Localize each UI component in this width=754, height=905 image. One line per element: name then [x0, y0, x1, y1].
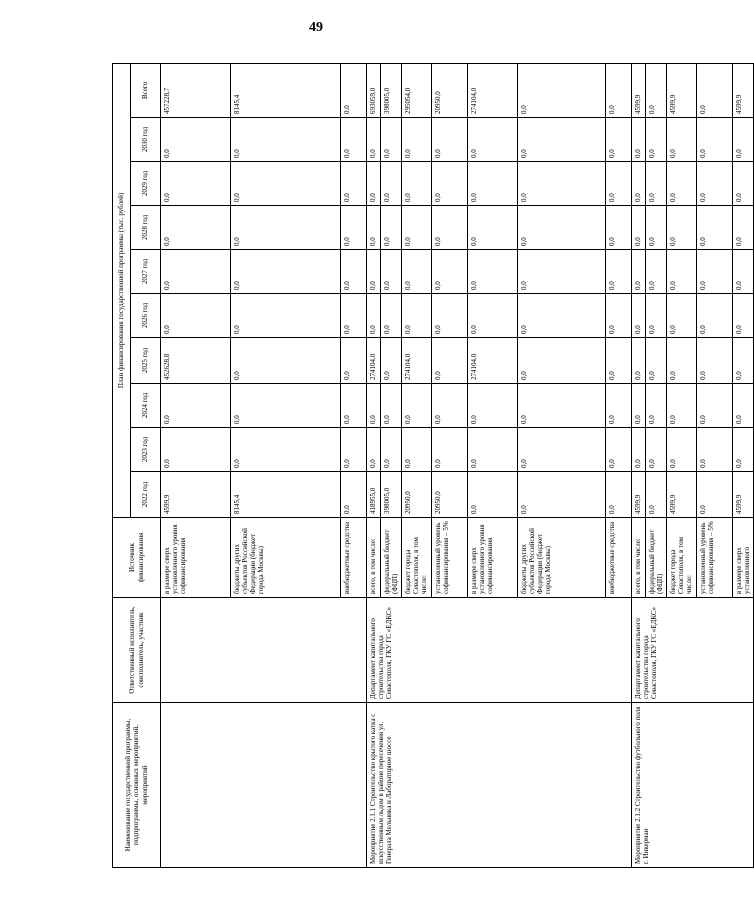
executor-cell: Департамент капитального строительства города Севастополя, ГКУ ГС «ЕДКС»	[632, 598, 754, 703]
executor-cell: Департамент капитального строительства города Севастополя, ГКУ ГС «ЕДКС»	[367, 598, 632, 703]
year-value-cell: 0,0	[432, 206, 468, 250]
total-value-cell: 693059,0	[367, 63, 381, 117]
program-name-cell	[161, 703, 367, 868]
year-value-cell: 0,0	[606, 472, 632, 518]
year-value-cell: 0,0	[518, 162, 606, 206]
header-year: 2024 год	[131, 384, 161, 428]
year-value-cell: 0,0	[667, 162, 697, 206]
year-value-cell: 0,0	[632, 338, 646, 384]
total-value-cell: 0,0	[606, 63, 632, 117]
year-value-cell: 0,0	[432, 162, 468, 206]
year-value-cell: 0,0	[518, 206, 606, 250]
year-value-cell: 0,0	[381, 118, 402, 162]
table-row	[161, 63, 231, 867]
header-year: 2028 год	[131, 206, 161, 250]
source-cell: в размере сверх установленного уровня софинансирования	[468, 518, 518, 598]
source-cell: внебюджетные средства	[341, 518, 367, 598]
source-cell: в размере сверх установленного уровня софинансирования	[161, 518, 231, 598]
source-cell: бюджеты других субъектов Российской Федерации (бюджет города Москвы)	[231, 518, 341, 598]
source-cell: всего, в том числе:	[632, 518, 646, 598]
year-value-cell: 0,0	[606, 162, 632, 206]
header-name: Наименование государственной программы, подпрограммы, основных мероприятий, мероприятий	[113, 703, 161, 868]
year-value-cell: 0,0	[381, 338, 402, 384]
header-executor: Ответственный исполнитель, соисполнитель, участник	[113, 598, 161, 703]
header-total: Всего	[131, 63, 161, 117]
year-value-cell: 0,0	[367, 162, 381, 206]
year-value-cell: 0,0	[231, 162, 341, 206]
year-value-cell: 0,0	[402, 384, 432, 428]
year-value-cell: 0,0	[733, 162, 754, 206]
year-value-cell: 0,0	[606, 206, 632, 250]
year-value-cell: 0,0	[161, 206, 231, 250]
year-value-cell: 0,0	[518, 384, 606, 428]
year-value-cell: 0,0	[697, 162, 733, 206]
year-value-cell: 0,0	[697, 338, 733, 384]
year-value-cell: 0,0	[632, 384, 646, 428]
total-value-cell: 4599,9	[632, 63, 646, 117]
total-value-cell: 457228,7	[161, 63, 231, 117]
year-value-cell: 0,0	[341, 250, 367, 294]
header-year: 2025 год	[131, 338, 161, 384]
total-value-cell: 0,0	[341, 63, 367, 117]
year-value-cell: 0,0	[432, 250, 468, 294]
year-value-cell: 0,0	[341, 472, 367, 518]
year-value-cell: 0,0	[667, 428, 697, 472]
year-value-cell: 0,0	[367, 206, 381, 250]
year-value-cell: 0,0	[381, 384, 402, 428]
year-value-cell: 0,0	[646, 384, 667, 428]
year-value-cell: 0,0	[341, 384, 367, 428]
year-value-cell: 274104,0	[402, 338, 432, 384]
year-value-cell: 0,0	[432, 118, 468, 162]
year-value-cell: 0,0	[432, 338, 468, 384]
year-value-cell: 0,0	[733, 294, 754, 338]
year-value-cell: 0,0	[231, 384, 341, 428]
year-value-cell: 0,0	[367, 294, 381, 338]
total-value-cell: 295054,0	[402, 63, 432, 117]
program-name-cell: Мероприятие 2.1.2 Строительство футбольного поля г. Инкерман	[632, 703, 754, 868]
year-value-cell: 0,0	[341, 118, 367, 162]
year-value-cell: 0,0	[341, 206, 367, 250]
source-cell: бюджет города Севастополя, в том числе:	[667, 518, 697, 598]
year-value-cell: 0,0	[646, 338, 667, 384]
year-value-cell: 0,0	[468, 162, 518, 206]
year-value-cell: 0,0	[518, 294, 606, 338]
header-plan: План финансирования государственной программы (тыс. рублей)	[113, 63, 131, 517]
table-row	[367, 63, 381, 867]
year-value-cell: 0,0	[231, 118, 341, 162]
year-value-cell: 0,0	[697, 206, 733, 250]
year-value-cell: 20950,0	[432, 472, 468, 518]
year-value-cell: 4599,9	[161, 472, 231, 518]
source-cell: бюджеты других субъектов Российской Федерации (бюджет города Москвы)	[518, 518, 606, 598]
year-value-cell: 0,0	[646, 206, 667, 250]
year-value-cell: 4599,9	[632, 472, 646, 518]
year-value-cell: 0,0	[518, 428, 606, 472]
year-value-cell: 0,0	[432, 384, 468, 428]
year-value-cell: 0,0	[402, 294, 432, 338]
year-value-cell: 0,0	[341, 294, 367, 338]
year-value-cell: 0,0	[402, 428, 432, 472]
year-value-cell: 0,0	[161, 294, 231, 338]
year-value-cell: 0,0	[367, 428, 381, 472]
header-year: 2026 год	[131, 294, 161, 338]
year-value-cell: 0,0	[231, 294, 341, 338]
year-value-cell: 398005,0	[381, 472, 402, 518]
year-value-cell: 418955,0	[367, 472, 381, 518]
year-value-cell: 0,0	[432, 294, 468, 338]
year-value-cell: 0,0	[161, 250, 231, 294]
source-cell: установленный уровень софинансирования – 5%	[432, 518, 468, 598]
year-value-cell: 0,0	[367, 384, 381, 428]
year-value-cell: 0,0	[606, 384, 632, 428]
year-value-cell: 0,0	[667, 250, 697, 294]
year-value-cell: 0,0	[646, 250, 667, 294]
year-value-cell: 0,0	[632, 118, 646, 162]
header-year: 2023 год	[131, 428, 161, 472]
year-value-cell: 0,0	[341, 428, 367, 472]
year-value-cell: 0,0	[341, 162, 367, 206]
year-value-cell: 20950,0	[402, 472, 432, 518]
year-value-cell: 0,0	[697, 118, 733, 162]
year-value-cell: 0,0	[381, 428, 402, 472]
total-value-cell: 20950,0	[432, 63, 468, 117]
source-cell: федеральный бюджет (ФЦП)	[381, 518, 402, 598]
total-value-cell: 0,0	[646, 63, 667, 117]
total-value-cell: 4599,9	[733, 63, 754, 117]
source-cell: федеральный бюджет (ФЦП)	[646, 518, 667, 598]
header-source: Источник финансирования	[113, 518, 161, 598]
year-value-cell: 0,0	[468, 206, 518, 250]
year-value-cell: 4599,9	[733, 472, 754, 518]
total-value-cell: 8145,4	[231, 63, 341, 117]
year-value-cell: 0,0	[161, 428, 231, 472]
year-value-cell: 0,0	[632, 428, 646, 472]
year-value-cell: 0,0	[518, 338, 606, 384]
year-value-cell: 0,0	[667, 118, 697, 162]
year-value-cell: 0,0	[341, 338, 367, 384]
header-year: 2030 год	[131, 118, 161, 162]
year-value-cell: 0,0	[606, 118, 632, 162]
year-value-cell: 0,0	[667, 294, 697, 338]
year-value-cell: 0,0	[667, 338, 697, 384]
year-value-cell: 0,0	[646, 162, 667, 206]
source-cell: всего, в том числе:	[367, 518, 381, 598]
year-value-cell: 0,0	[697, 384, 733, 428]
year-value-cell: 0,0	[381, 162, 402, 206]
year-value-cell: 0,0	[646, 472, 667, 518]
rotated-table-container	[112, 63, 752, 868]
year-value-cell: 0,0	[733, 206, 754, 250]
table-body	[161, 63, 754, 867]
year-value-cell: 452628,8	[161, 338, 231, 384]
year-value-cell: 0,0	[231, 206, 341, 250]
financing-table	[112, 63, 754, 868]
total-value-cell: 0,0	[697, 63, 733, 117]
total-value-cell: 274104,0	[468, 63, 518, 117]
year-value-cell: 0,0	[697, 294, 733, 338]
year-value-cell: 0,0	[367, 250, 381, 294]
year-value-cell: 0,0	[646, 294, 667, 338]
program-name-cell: Мероприятие 2.1.1 Строительство крытого катка с искусственным льдом в районе пересечения ул. Генерала Мельника и Лабораторное шоссе	[367, 703, 632, 868]
year-value-cell: 0,0	[733, 428, 754, 472]
total-value-cell: 0,0	[518, 63, 606, 117]
table-row	[632, 63, 646, 867]
year-value-cell: 0,0	[733, 250, 754, 294]
year-value-cell: 0,0	[632, 250, 646, 294]
year-value-cell: 0,0	[161, 118, 231, 162]
year-value-cell: 0,0	[468, 428, 518, 472]
source-cell: установленный уровень софинансирования – 5%	[697, 518, 733, 598]
year-value-cell: 274104,0	[367, 338, 381, 384]
source-cell: бюджет города Севастополя, в том числе:	[402, 518, 432, 598]
year-value-cell: 0,0	[432, 428, 468, 472]
year-value-cell: 0,0	[381, 206, 402, 250]
source-cell: внебюджетные средства	[606, 518, 632, 598]
year-value-cell: 0,0	[632, 162, 646, 206]
header-year: 2027 год	[131, 250, 161, 294]
year-value-cell: 0,0	[402, 118, 432, 162]
total-value-cell: 4599,9	[667, 63, 697, 117]
total-value-cell: 398005,0	[381, 63, 402, 117]
year-value-cell: 0,0	[402, 162, 432, 206]
year-value-cell: 0,0	[646, 428, 667, 472]
year-value-cell: 0,0	[697, 428, 733, 472]
year-value-cell: 0,0	[402, 250, 432, 294]
year-value-cell: 0,0	[697, 250, 733, 294]
year-value-cell: 0,0	[518, 472, 606, 518]
year-value-cell: 0,0	[667, 206, 697, 250]
year-value-cell: 0,0	[518, 118, 606, 162]
year-value-cell: 0,0	[646, 118, 667, 162]
page-number: 49	[309, 20, 323, 35]
year-value-cell: 0,0	[606, 294, 632, 338]
year-value-cell: 0,0	[468, 384, 518, 428]
year-value-cell: 0,0	[231, 428, 341, 472]
year-value-cell: 0,0	[161, 384, 231, 428]
year-value-cell: 0,0	[231, 250, 341, 294]
header-year: 2022 год	[131, 472, 161, 518]
year-value-cell: 0,0	[733, 338, 754, 384]
year-value-cell: 0,0	[161, 162, 231, 206]
year-value-cell: 0,0	[606, 338, 632, 384]
year-value-cell: 0,0	[733, 384, 754, 428]
year-value-cell: 0,0	[518, 250, 606, 294]
year-value-cell: 8145,4	[231, 472, 341, 518]
year-value-cell: 0,0	[367, 118, 381, 162]
executor-cell	[161, 598, 367, 703]
year-value-cell: 0,0	[381, 250, 402, 294]
year-value-cell: 0,0	[667, 384, 697, 428]
year-value-cell: 0,0	[606, 250, 632, 294]
header-year: 2029 год	[131, 162, 161, 206]
year-value-cell: 0,0	[632, 294, 646, 338]
year-value-cell: 0,0	[468, 472, 518, 518]
year-value-cell: 0,0	[231, 338, 341, 384]
year-value-cell: 0,0	[697, 472, 733, 518]
source-cell: в размере сверх установленного	[733, 518, 754, 598]
year-value-cell: 0,0	[381, 294, 402, 338]
year-value-cell: 0,0	[632, 206, 646, 250]
year-value-cell: 0,0	[468, 118, 518, 162]
year-value-cell: 274104,0	[468, 338, 518, 384]
year-value-cell: 0,0	[733, 118, 754, 162]
year-value-cell: 0,0	[468, 250, 518, 294]
year-value-cell: 0,0	[468, 294, 518, 338]
year-value-cell: 0,0	[402, 206, 432, 250]
year-value-cell: 0,0	[606, 428, 632, 472]
year-value-cell: 4599,9	[667, 472, 697, 518]
